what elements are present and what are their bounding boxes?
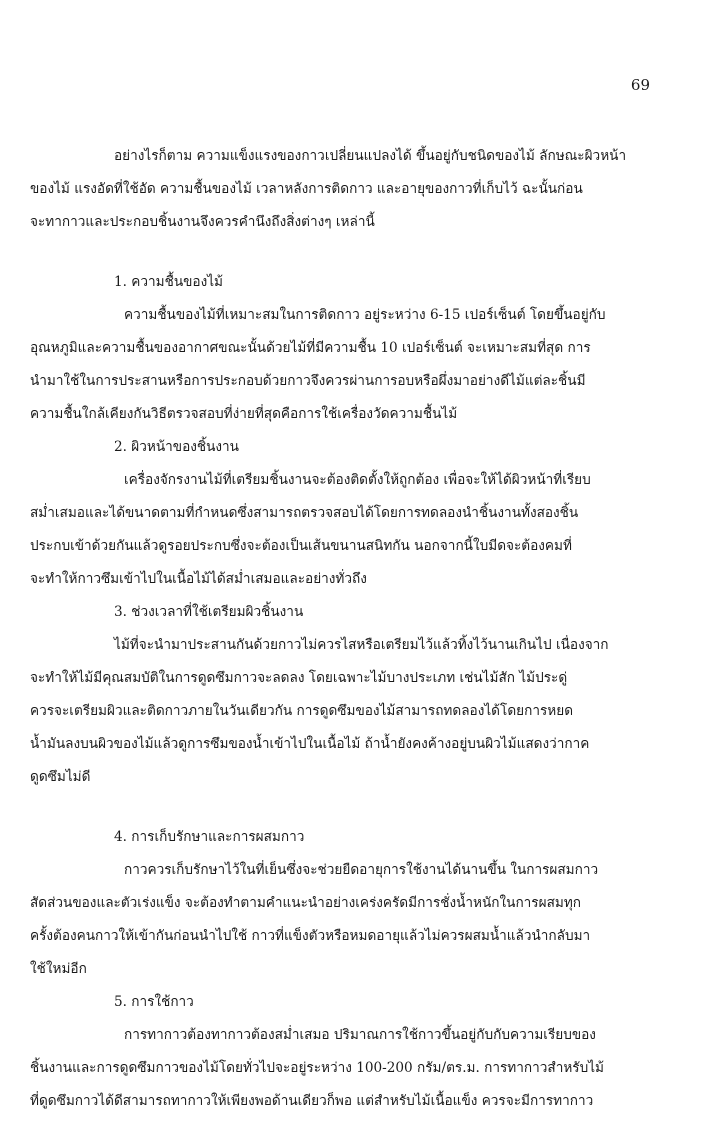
paragraph-line: ครั้งต้องคนกาวให้เข้ากันก่อนนำไปใช้ กาวที่แข็งตัวหรือหมดอายุแล้วไม่ควรผสมน้ำแล้วนำกลับมา	[30, 928, 591, 944]
page-body	[30, 140, 656, 1118]
paragraph-line: ดูดซึมไม่ดี	[30, 769, 91, 785]
intro-line: จะทากาวและประกอบชิ้นงานจึงควรคำนึงถึงสิ่งต่างๆ เหล่านี้	[30, 214, 375, 230]
section-heading: 1. ความชื้นของไม้	[114, 274, 224, 290]
section-heading: 3. ช่วงเวลาที่ใช้เตรียมผิวชิ้นงาน	[114, 604, 304, 620]
section-heading: 4. การเก็บรักษาและการผสมกาว	[114, 829, 305, 845]
paragraph-line: ความชื้นใกล้เคียงกันวิธีตรวจสอบที่ง่ายที่สุดคือการใช้เครื่องวัดความชื้นไม้	[30, 406, 458, 422]
paragraph-line: จะทำให้ไม้มีคุณสมบัติในการดูดซึมกาวจะลดลง โดยเฉพาะไม้บางประเภท เช่นไม้สัก ไม้ประดู่	[30, 670, 568, 686]
paragraph-line: กาวควรเก็บรักษาไว้ในที่เย็นซึ่งจะช่วยยืดอายุการใช้งานได้นานขึ้น ในการผสมกาว	[124, 862, 599, 878]
paragraph-line: อุณหภูมิและความชื้นของอากาศขณะนั้นด้วยไม้ที่มีความชื้น 10 เปอร์เซ็นต์ จะเหมาะสมที่สุด การ	[30, 340, 591, 356]
paragraph-line: ควรจะเตรียมผิวและติดกาวภายในวันเดียวกัน การดูดซึมของไม้สามารถทดลองได้โดยการหยด	[30, 703, 574, 719]
section-heading: 5. การใช้กาว	[114, 994, 194, 1010]
paragraph-line: นำมาใช้ในการประสานหรือการประกอบด้วยกาวจึงควรผ่านการอบหรือผึ่งมาอย่างดีไม้แต่ละชิ้นมี	[30, 373, 586, 389]
paragraph-line: สัดส่วนของและตัวเร่งแข็ง จะต้องทำตามคำแนะนำอย่างเคร่งครัดมีการชั่งน้ำหนักในการผสมทุก	[30, 895, 582, 911]
paragraph-line: จะทำให้กาวซึมเข้าไปในเนื้อไม้ได้สม่ำเสมอและอย่างทั่วถึง	[30, 571, 367, 587]
paragraph-line: เครื่องจักรงานไม้ที่เตรียมชิ้นงานจะต้องติดตั้งให้ถูกต้อง เพื่อจะให้ได้ผิวหน้าที่เรียบ	[124, 472, 591, 488]
paragraph-line: ประกบเข้าด้วยกันแล้วดูรอยประกบซึ่งจะต้องเป็นเส้นขนานสนิทกัน นอกจากนี้ใบมีดจะต้องคมที่	[30, 538, 572, 554]
page-number: 69	[630, 76, 650, 94]
paragraph-line: การทากาวต้องทากาวต้องสม่ำเสมอ ปริมาณการใช้กาวขึ้นอยู่กับกับความเรียบของ	[124, 1027, 596, 1043]
intro-line: อย่างไรก็ตาม ความแข็งแรงของกาวเปลี่ยนแปลงได้ ขึ้นอยู่กับชนิดของไม้ ลักษณะผิวหน้า	[114, 148, 627, 164]
section-heading: 2. ผิวหน้าของชิ้นงาน	[114, 439, 239, 455]
paragraph-line: ที่ดูดซึมกาวได้ดีสามารถทากาวให้เพียงพอด้านเดียวก็พอ แต่สำหรับไม้เนื้อแข็ง ควรจะมีการทากาว	[30, 1093, 594, 1109]
paragraph-line: ชิ้นงานและการดูดซึมกาวของไม้โดยทั่วไปจะอยู่ระหว่าง 100-200 กรัม/ตร.ม. การทากาวสำหรับไม้	[30, 1060, 605, 1076]
paragraph-line: ใช้ใหม่อีก	[30, 961, 87, 977]
paragraph-line: ไม้ที่จะนำมาประสานกันด้วยกาวไม่ควรไสหรือเตรียมไว้แล้วทิ้งไว้นานเกินไป เนื่องจาก	[114, 637, 609, 653]
paragraph-line: ความชื้นของไม้ที่เหมาะสมในการติดกาว อยู่ระหว่าง 6-15 เปอร์เซ็นต์ โดยขึ้นอยู่กับ	[124, 307, 606, 323]
intro-line: ของไม้ แรงอัดที่ใช้อัด ความชื้นของไม้ เวลาหลังการติดกาว และอายุของกาวที่เก็บไว้ ฉะนั้นก่อน	[30, 181, 583, 197]
paragraph-line: น้ำมันลงบนผิวของไม้แล้วดูการซึมของน้ำเข้าไปในเนื้อไม้ ถ้าน้ำยังคงค้างอยู่บนผิวไม้แสดงว่ากาค	[30, 736, 590, 752]
paragraph-line: สม่ำเสมอและได้ขนาดตามที่กำหนดซึ่งสามารถตรวจสอบได้โดยการทดลองนำชิ้นงานทั้งสองชิ้น	[30, 505, 579, 521]
